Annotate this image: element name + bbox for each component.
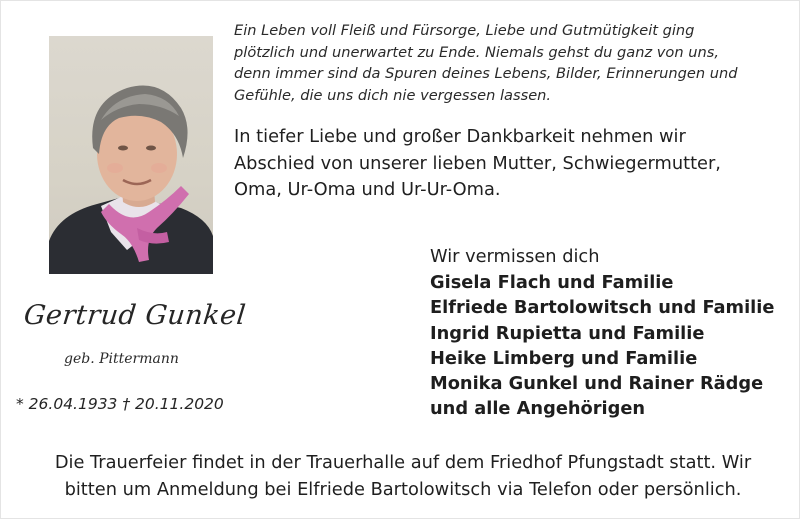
- mourner: Ingrid Rupietta und Familie: [430, 322, 705, 344]
- poem-line: Ein Leben voll Fleiß und Fürsorge, Liebe und Gutmütigkeit ging: [234, 22, 695, 39]
- funeral-info-line: bitten um Anmeldung bei Elfriede Bartolowitsch via Telefon oder persönlich.: [64, 479, 742, 500]
- announcement-line: In tiefer Liebe und großer Dankbarkeit nehmen wir: [234, 126, 686, 147]
- mourners-intro: Wir vermissen dich: [430, 246, 600, 267]
- mourner: Gisela Flach und Familie: [430, 272, 674, 293]
- poem-line: denn immer sind da Spuren deines Lebens, Bilder, Erinnerungen und: [234, 65, 738, 82]
- portrait-photo: [49, 36, 213, 274]
- funeral-info: [18, 449, 788, 503]
- poem-line: plötzlich und unerwartet zu Ende. Niemals gehst du ganz von uns,: [234, 43, 719, 61]
- poem-line: Gefühle, die uns dich nie vergessen lassen.: [234, 86, 552, 104]
- announcement: [234, 124, 790, 204]
- funeral-info-line: Die Trauerfeier findet in der Trauerhalle auf dem Friedhof Pfungstadt statt. Wir: [54, 452, 752, 473]
- maiden-name: geb. Pittermann: [64, 351, 179, 367]
- mourners-list: [430, 270, 774, 422]
- announcement-line: Abschied von unserer lieben Mutter, Schwiegermutter,: [234, 152, 721, 174]
- announcement-line: Oma, Ur-Oma und Ur-Ur-Oma.: [234, 179, 501, 200]
- deceased-name: Gertrud Gunkel: [22, 300, 248, 331]
- mourner: Elfriede Bartolowitsch und Familie: [430, 297, 775, 319]
- poem: [234, 20, 790, 106]
- mourner: Monika Gunkel und Rainer Rädge: [430, 373, 764, 395]
- mourner: und alle Angehörigen: [430, 398, 646, 420]
- life-dates: * 26.04.1933 † 20.11.2020: [16, 395, 224, 413]
- mourner: Heike Limberg und Familie: [430, 347, 698, 369]
